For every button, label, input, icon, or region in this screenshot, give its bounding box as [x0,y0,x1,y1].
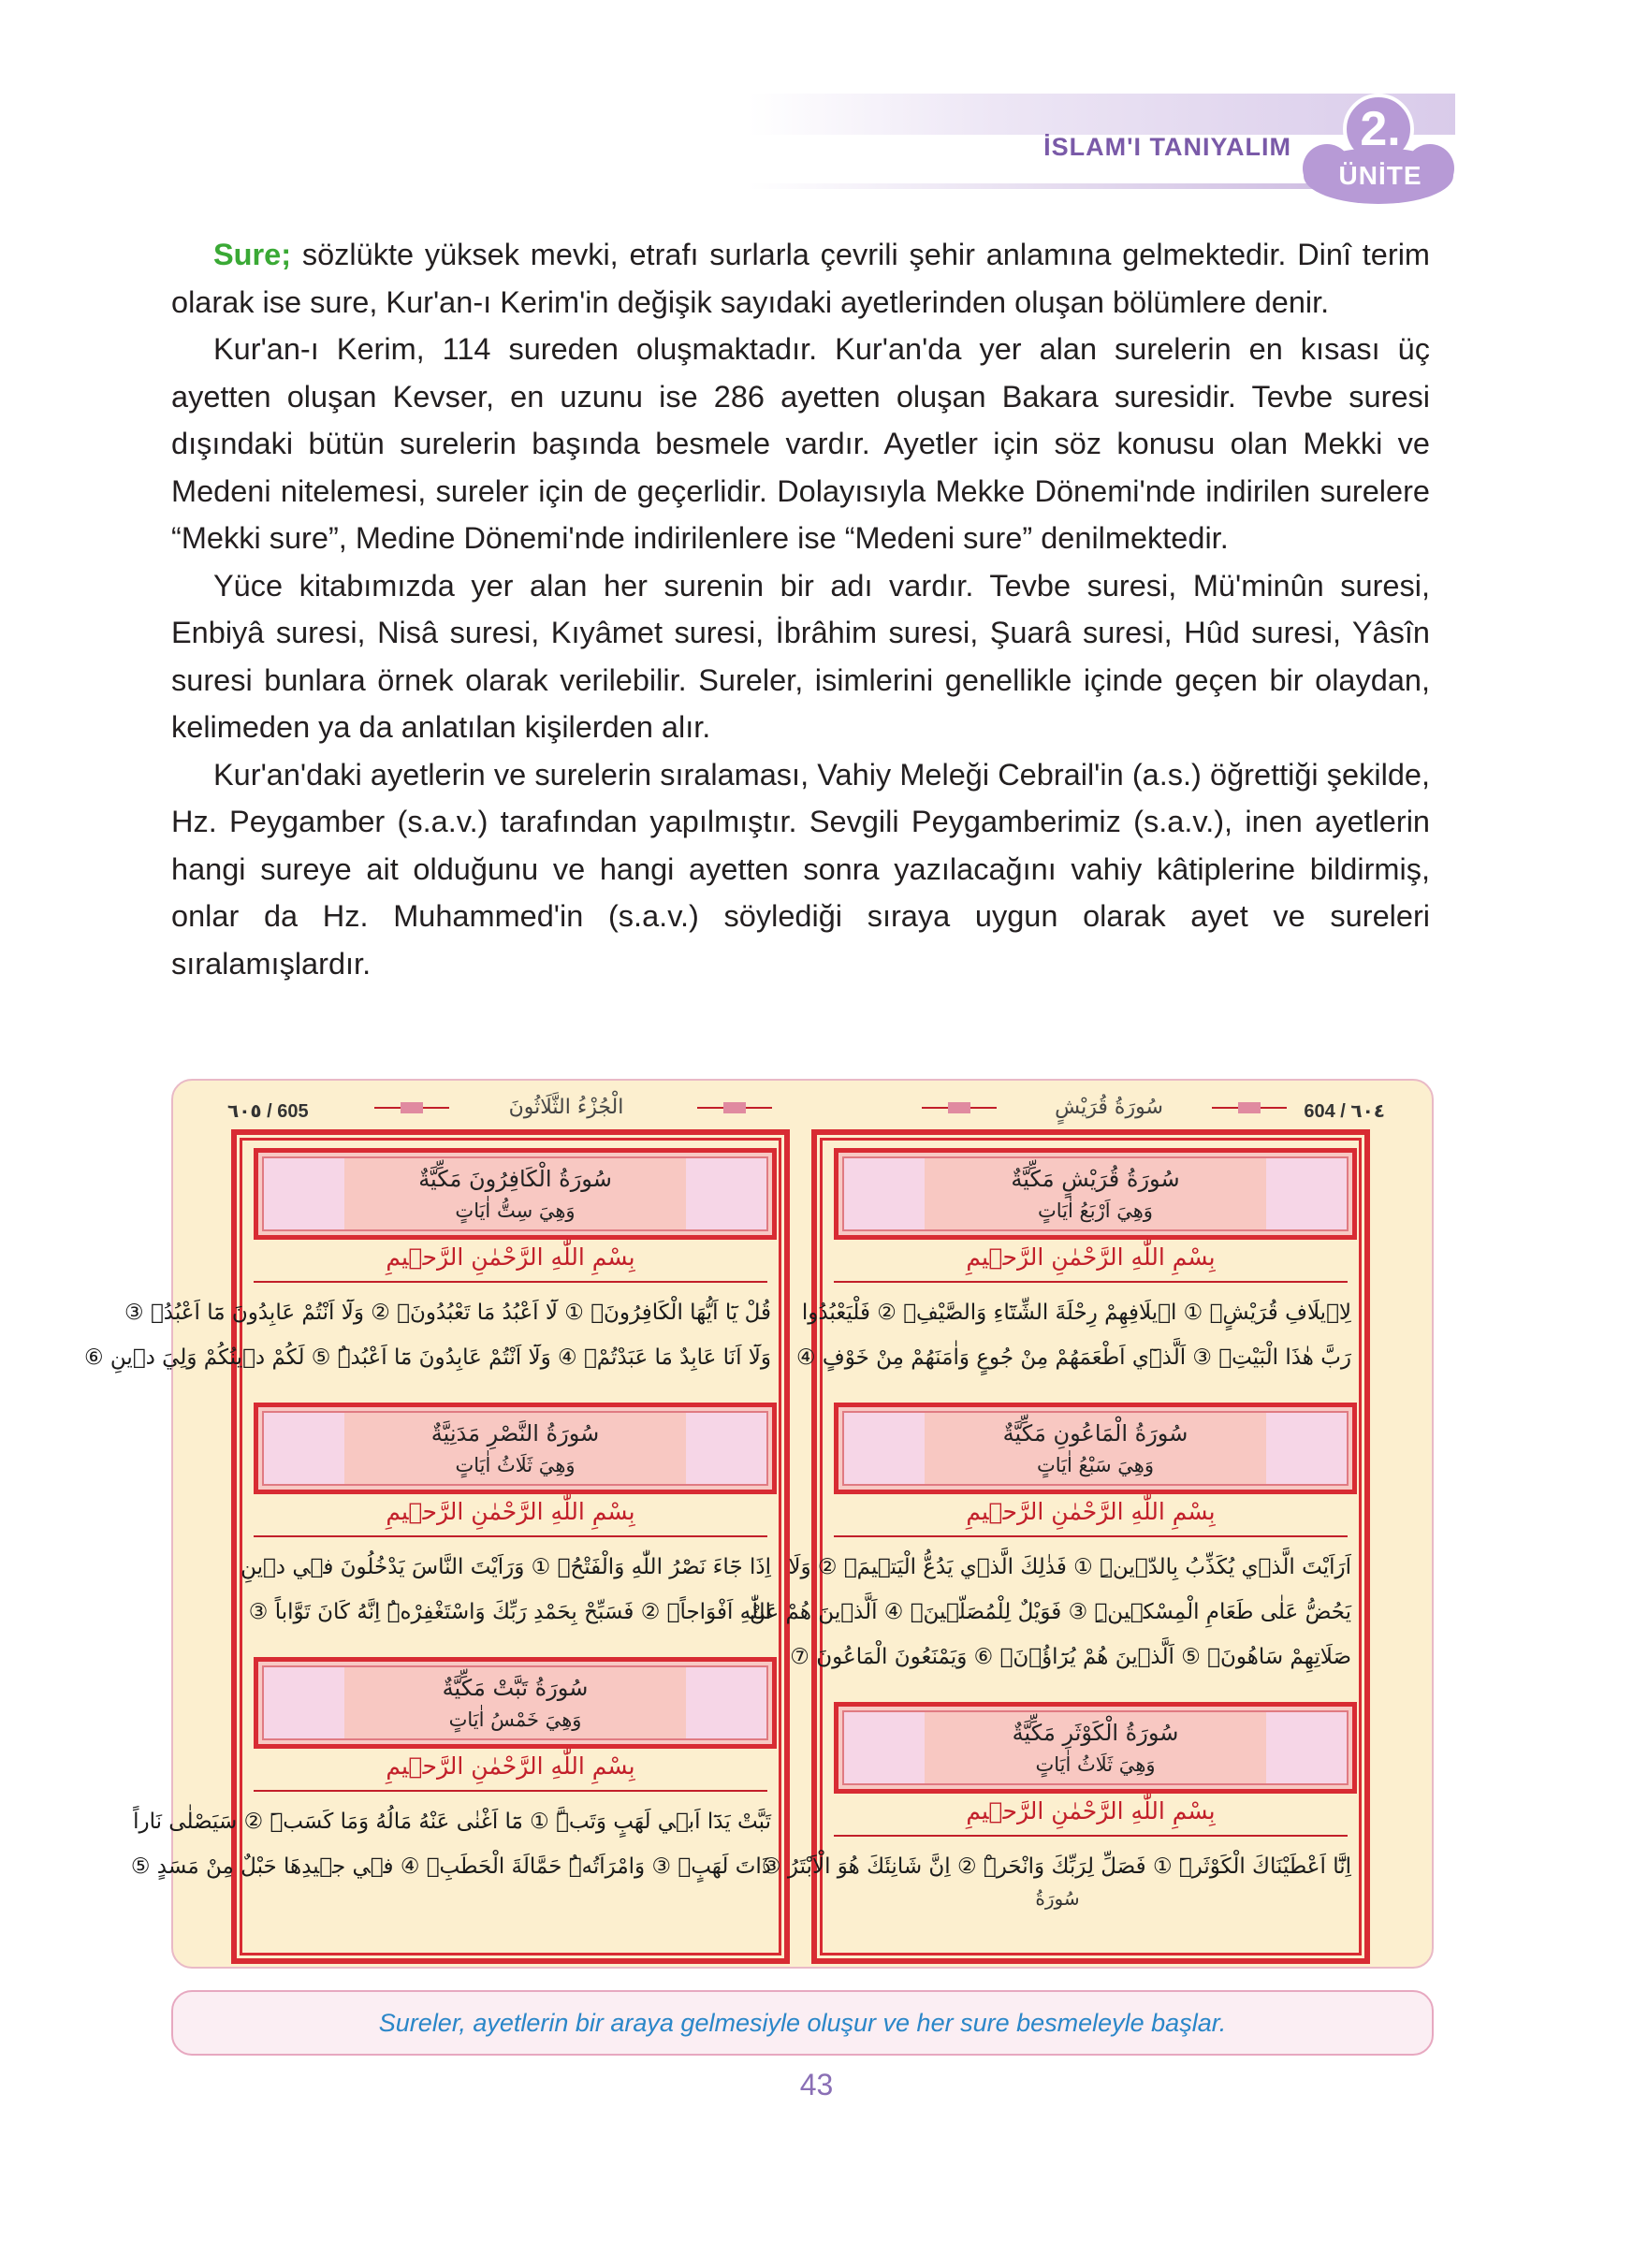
right-page-number: 604 / ٦٠٤ [1304,1101,1385,1122]
surah-name: سُورَةُ النَّصْرِ مَدَنِيَّةٌ [430,1420,600,1447]
ayah-line: اِنَّٓا اَعْطَيْنَاكَ الْكَوْثَرَۜ ① فَصَلِّ لِرَبِّكَ وَانْحَرْۜ ② اِنَّ شَانِئَكَ هُوَ الْاَبْتَرُ ③ [761,1854,1351,1879]
ornament-icon [374,1101,449,1114]
ornament-icon [1212,1101,1287,1114]
left-page-number: ٦٠٥ / 605 [227,1101,309,1122]
surah-name: سُورَةُ الْكَافِرُونَ مَكِّيَّةٌ [418,1166,612,1192]
ayah-line: يَحُضُّ عَلٰى طَعَامِ الْمِسْك۪ينِۜ ③ فَوَيْلٌ لِلْمُصَلّ۪ينَۙ ④ اَلَّذ۪ينَ هُمْ عَنْ [750,1600,1351,1624]
ayah-line: وَلَٓا اَنَا عَابِدٌ مَا عَبَدْتُمْۙ ④ وَلَٓا اَنْتُمْ عَابِدُونَ مَٓا اَعْبُدُۜ ⑤ لَكُمْ د۪ينُكُمْ وَلِيَ د۪ينِ ⑥ [83,1345,771,1370]
ayah-line: صَلَاتِهِمْ سَاهُونَۙ ⑤ اَلَّذ۪ينَ هُمْ يُرَٓاؤُ۫نَۙ ⑥ وَيَمْنَعُونَ الْمَاعُونَ ⑦ [790,1645,1351,1669]
ayah-line: لِا۪يلَافِ قُرَيْشٍۙ ① ا۪يلَافِهِمْ رِحْلَةَ الشِّتَٓاءِ وَالصَّيْفِۚ ② فَلْيَعْبُدُوا [801,1301,1351,1325]
paragraph-1 [171,231,1430,326]
bismillah: بِسْمِ اللّٰهِ الرَّحْمٰنِ الرَّح۪يمِ [834,1243,1348,1283]
term-sure: Sure; [213,238,292,271]
right-page-header: سُورَةُ قُرَيْشٍ [1055,1096,1163,1119]
unit-title: İSLAM'I TANIYALIM [1043,133,1291,161]
page-number: 43 [799,2068,834,2101]
surah-header-kafirun [254,1148,777,1240]
surah-name: سُورَةُ الْمَاعُونِ مَكِّيَّةٌ [1002,1420,1188,1447]
bismillah: بِسْمِ اللّٰهِ الرَّحْمٰنِ الرَّح۪يمِ [254,1752,767,1792]
paragraph-4: Kur'an'daki ayetlerin ve surelerin sıralaması, Vahiy Meleği Cebrail'in (a.s.) öğrettiği şekilde, Hz. Peygamber (s.a.v.) tarafından yapılmıştır. Sevgili Peygamberimiz (s.a.v.), inen ayetlerin hangi sureye ait olduğunu ve hangi ayetten sonra yazılacağını vahiy kâtiplerine bildirmiş, onlar da Hz. Muhammed'in (s.a.v.) söylediği sıraya uygun olarak ayet ve sureleri sıralamışlardır. [171,757,1430,981]
surah-verse-count: وَهِيَ سَبْعُ اٰيَاتٍ [1036,1454,1155,1476]
surah-verse-count: وَهِيَ سِتُّ اٰيَاتٍ [455,1199,576,1222]
ayah-line: رَبَّ هٰذَا الْبَيْتِۙ ③ اَلَّذ۪ٓي اَطْعَمَهُمْ مِنْ جُوعٍ وَاٰمَنَهُمْ مِنْ خَوْفٍ ④ [795,1345,1351,1370]
surah-name: سُورَةُ الْكَوْثَرِ مَكِّيَّةٌ [1012,1720,1179,1746]
surah-header-tabbat [254,1657,777,1749]
paragraph-1-text: sözlükte yüksek mevki, etrafı surlarla çevrili şehir anlamına gelmektedir. Dinî terim olarak ise sure, Kur'an-ı Kerim'in değişik sayıdaki ayetlerinden oluşan bölümlere denir. [171,238,1430,319]
surah-header-maun [834,1403,1357,1494]
surah-header-nasr [254,1403,777,1494]
left-page [83,1129,790,1964]
header-underline [749,183,1348,189]
mushaf-figure [83,1079,1434,1969]
paragraph-2: Kur'an-ı Kerim, 114 sureden oluşmaktadır. Kur'an'da yer alan surelerin en kısası üç ayetten oluşan Kevser, en uzunu ise 286 ayetten oluşan Bakara suresidir. Tevbe suresi dışındaki bütün surelerin başında besmele vardır. Ayetler için söz konusu olan Mekki ve Medeni nitelemesi, sureler için de geçerlidir. Dolayısıyla Mekke Dönemi'nde indirilen surelere “Mekki sure”, Medine Dönemi'nde indirilenlere ise “Medeni sure” denilmektedir. [171,332,1430,555]
bismillah: بِسْمِ اللّٰهِ الرَّحْمٰنِ الرَّح۪يمِ [834,1498,1348,1537]
surah-verse-count: وَهِيَ اَرْبَعُ اٰيَاتٍ [1038,1199,1153,1222]
surah-verse-count: وَهِيَ ثَلَاثُ اٰيَاتٍ [1035,1753,1156,1776]
ayah-line: تَبَّتْ يَدَٓا اَب۪ي لَهَبٍ وَتَبَّۜ ① مَٓا اَغْنٰى عَنْهُ مَالُهُ وَمَا كَسَبَۜ ② سَيَصْلٰى نَاراً [133,1810,771,1834]
surah-verse-count: وَهِيَ ثَلَاثُ اٰيَاتٍ [455,1454,576,1476]
ayah-line: اللّٰهِ اَفْوَاجاًۙ ② فَسَبِّحْ بِحَمْدِ رَبِّكَ وَاسْتَغْفِرْهُۜ اِنَّهُ كَانَ تَوَّاباً ③ [248,1600,771,1624]
ayah-line: ذَاتَ لَهَبٍۚ ③ وَامْرَاَتُهُۜ حَمَّالَةَ الْحَطَبِۚ ④ ف۪ي ج۪يدِهَا حَبْلٌ مِنْ مَسَدٍ ⑤ [130,1854,771,1879]
body-text [171,231,1430,987]
bismillah: بِسْمِ اللّٰهِ الرَّحْمٰنِ الرَّح۪يمِ [834,1797,1348,1837]
surah-name: سُورَةُ قُرَيْشٍ مَكِّيَّةٌ [1011,1166,1180,1192]
bismillah: بِسْمِ اللّٰهِ الرَّحْمٰنِ الرَّح۪يمِ [254,1498,767,1537]
bismillah: بِسْمِ اللّٰهِ الرَّحْمٰنِ الرَّح۪يمِ [254,1243,767,1283]
ayah-line: اَرَاَيْتَ الَّذ۪ي يُكَذِّبُ بِالدّ۪ينِۜ ① فَذٰلِكَ الَّذ۪ي يَدُعُّ الْيَت۪يمَۙ ② وَلَا [788,1555,1351,1579]
unit-label: ÜNİTE [1338,161,1422,190]
paragraph-3: Yüce kitabımızda yer alan her surenin bir adı vardır. Tevbe suresi, Mü'minûn suresi, Enbiyâ suresi, Nisâ suresi, Kıyâmet suresi, İbrâhim suresi, Şuarâ suresi, Hûd suresi, Yâsîn suresi bunlara örnek olarak verilebilir. Sureler, isimlerini genellikle içinde geçen bir olaydan, kelimeden ya da anlatılan kişilerden alır. [171,568,1430,744]
page-footer-word: سُورَةُ [1020,1887,1095,1919]
unit-number: 2. [1360,102,1401,156]
ornament-icon [697,1101,772,1114]
ayah-line: قُلْ يَٓا اَيُّهَا الْكَافِرُونَۙ ① لَٓا اَعْبُدُ مَا تَعْبُدُونَۙ ② وَلَٓا اَنْتُمْ عَابِدُونَ مَٓا اَعْبُدُۚ ③ [124,1301,771,1325]
left-page-header: الْجُزْءُ الثَّلَاثُونَ [508,1096,624,1119]
ornament-icon [922,1101,997,1114]
right-page [750,1129,1370,1964]
surah-verse-count: وَهِيَ خَمْسُ اٰيَاتٍ [448,1708,582,1731]
surah-name: سُورَةُ تَبَّتْ مَكِّيَّةٌ [442,1675,589,1701]
surah-header-kawthar [834,1702,1357,1794]
figure-caption: Sureler, ayetlerin bir araya gelmesiyle oluşur ve her sure besmeleyle başlar. [171,1990,1434,2056]
surah-header-quraysh [834,1148,1357,1240]
ayah-line: اِذَا جَٓاءَ نَصْرُ اللّٰهِ وَالْفَتْحُۙ ① وَرَاَيْتَ النَّاسَ يَدْخُلُونَ ف۪ي د۪ينِ [241,1555,771,1579]
